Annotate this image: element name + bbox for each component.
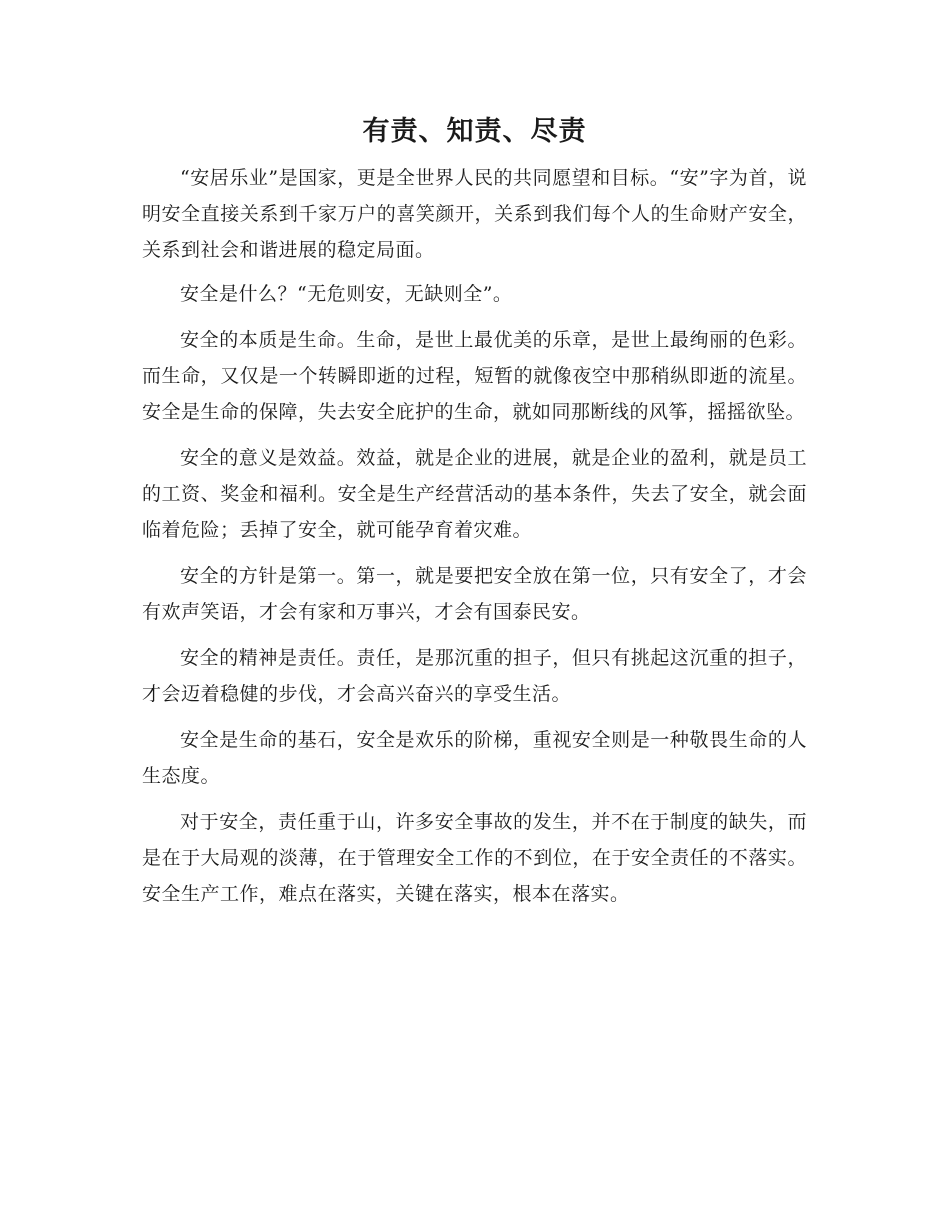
paragraph-7: 安全是生命的基石，安全是欢乐的阶梯，重视安全则是一种敬畏生命的人生态度。 (142, 729, 807, 787)
paragraph-3: 安全的本质是生命。生命，是世上最优美的乐章，是世上最绚丽的色彩。而生命，又仅是一个转瞬即逝的过程，短暂的就像夜空中那稍纵即逝的流星。安全是生命的保障，失去安全庇护的生命，就如同那断线的风筝，摇摇欲坠。 (142, 329, 807, 423)
paragraph-6: 安全的精神是责任。责任，是那沉重的担子，但只有挑起这沉重的担子，才会迈着稳健的步伐，才会高兴奋兴的享受生活。 (142, 647, 807, 705)
document-title: 有责、知责、尽责 (362, 116, 587, 147)
paragraph-4: 安全的意义是效益。效益，就是企业的进展，就是企业的盈利，就是员工的工资、奖金和福利。安全是生产经营活动的基本条件，失去了安全，就会面临着危险；丢掉了安全，就可能孕育着灾难。 (142, 447, 807, 541)
paragraph-8: 对于安全，责任重于山，许多安全事故的发生，并不在于制度的缺失，而是在于大局观的淡薄，在于管理安全工作的不到位，在于安全责任的不落实。安全生产工作，难点在落实，关键在落实，根本在落实。 (142, 811, 807, 905)
paragraph-5: 安全的方针是第一。第一，就是要把安全放在第一位，只有安全了，才会有欢声笑语，才会有家和万事兴，才会有国泰民安。 (142, 565, 807, 623)
paragraph-2: 安全是什么？“无危则安，无缺则全”。 (180, 283, 513, 305)
paragraph-1: “安居乐业”是国家，更是全世界人民的共同愿望和目标。“安”字为首，说明安全直接关系到千家万户的喜笑颜开，关系到我们每个人的生命财产安全，关系到社会和谐进展的稳定局面。 (142, 167, 807, 261)
document-page (142, 112, 807, 922)
